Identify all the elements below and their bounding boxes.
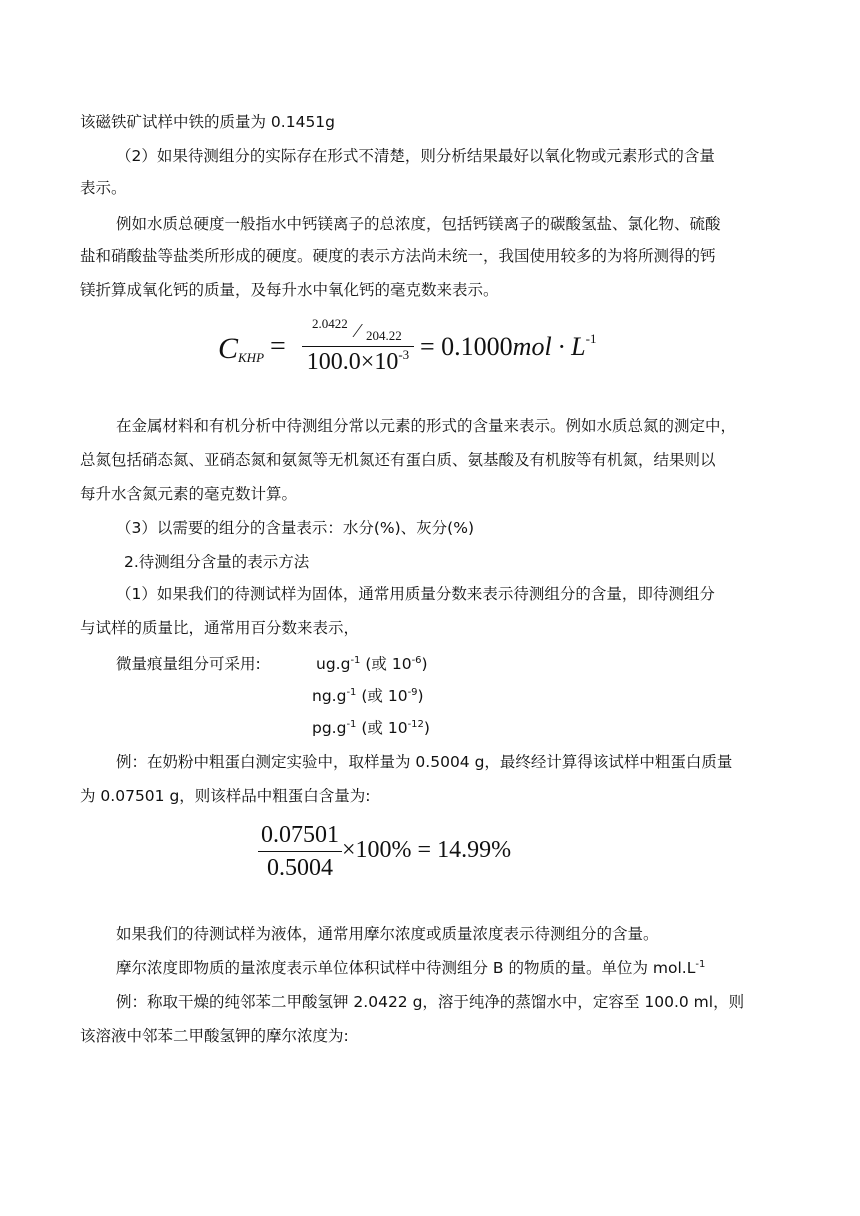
- eq1-inner-num: 2.0422: [312, 316, 348, 331]
- eq1-lhs: C: [218, 332, 239, 365]
- eq2-denominator: 0.5004: [267, 855, 333, 881]
- text-line: 例：称取干燥的纯邻苯二甲酸氢钾 2.0422 g，溶于纯净的蒸馏水中，定容至 100.0 ml，则: [116, 993, 745, 1011]
- eq1-slash: ⁄: [356, 320, 360, 342]
- eq1-equals: =: [270, 331, 286, 362]
- section-heading: 2.待测组分含量的表示方法: [124, 553, 310, 571]
- eq1-rhs-unit: mol · L: [512, 332, 586, 361]
- text-line: 例：在奶粉中粗蛋白测定实验中，取样量为 0.5004 g，最终经计算得该试样中粗蛋白质量: [116, 753, 733, 771]
- eq1-rhs-exp: -1: [585, 331, 597, 346]
- eq1-rhs: = 0.1000: [420, 332, 513, 361]
- text-line: 表示。: [80, 179, 127, 197]
- text-line: 为 0.07501 g，则该样品中粗蛋白含量为:: [80, 787, 371, 805]
- text-line: （1）如果我们的待测试样为固体，通常用质量分数来表示待测组分的含量，即待测组分: [116, 585, 715, 603]
- text-line: 摩尔浓度即物质的量浓度表示单位体积试样中待测组分 B 的物质的量。单位为 $mol.L^{-1}$: [116, 959, 706, 977]
- text-line: 在金属材料和有机分析中待测组分常以元素的形式的含量来表示。例如水质总氮的测定中，: [116, 417, 737, 435]
- eq2-rhs: ×100% = 14.99%: [342, 837, 512, 863]
- text-line: 镁折算成氧化钙的质量，及每升水中氧化钙的毫克数来表示。: [80, 281, 499, 299]
- unit-ug: $ug.g^{-1}$ (或 $10^{-6}$): [316, 655, 428, 673]
- text-line: 总氮包括硝态氮、亚硝态氮和氨氮等无机氮还有蛋白质、氨基酸及有机胺等有机氮，结果则以: [80, 451, 716, 469]
- eq2-fraction-bar: [258, 851, 342, 852]
- text-line: 该溶液中邻苯二甲酸氢钾的摩尔浓度为:: [80, 1027, 349, 1045]
- text-line: 如果我们的待测试样为液体，通常用摩尔浓度或质量浓度表示待测组分的含量。: [116, 925, 659, 943]
- eq1-denominator: 100.0×10: [306, 349, 399, 375]
- eq1-lhs-sub: KHP: [238, 350, 265, 365]
- unit-pg: $pg.g^{-1}$ (或 $10^{-12}$): [312, 719, 430, 737]
- text-line: 例如水质总硬度一般指水中钙镁离子的总浓度，包括钙镁离子的碳酸氢盐、氯化物、硫酸: [116, 215, 721, 233]
- text-line: （3）以需要的组分的含量表示：水分(%)、灰分(%): [116, 519, 475, 537]
- text-line: 盐和硝酸盐等盐类所形成的硬度。硬度的表示方法尚未统一，我国使用较多的为将所测得的钙: [80, 247, 716, 265]
- text-line: 该磁铁矿试样中铁的质量为 0.1451g: [80, 113, 336, 131]
- equation-protein-content: [258, 822, 538, 884]
- text-line: 与试样的质量比，通常用百分数来表示，: [80, 619, 360, 637]
- equation-khp-concentration: [218, 314, 598, 380]
- eq1-inner-den: 204.22: [366, 328, 402, 343]
- text-line: 每升水含氮元素的毫克数计算。: [80, 485, 298, 503]
- eq1-den-exp: -3: [398, 347, 410, 362]
- text-line: （2）如果待测组分的实际存在形式不清楚，则分析结果最好以氧化物或元素形式的含量: [116, 147, 715, 165]
- unit-ng: $ng.g^{-1}$ (或 $10^{-9}$): [312, 687, 424, 705]
- units-label: 微量痕量组分可采用:: [116, 655, 261, 673]
- eq2-numerator: 0.07501: [261, 822, 339, 848]
